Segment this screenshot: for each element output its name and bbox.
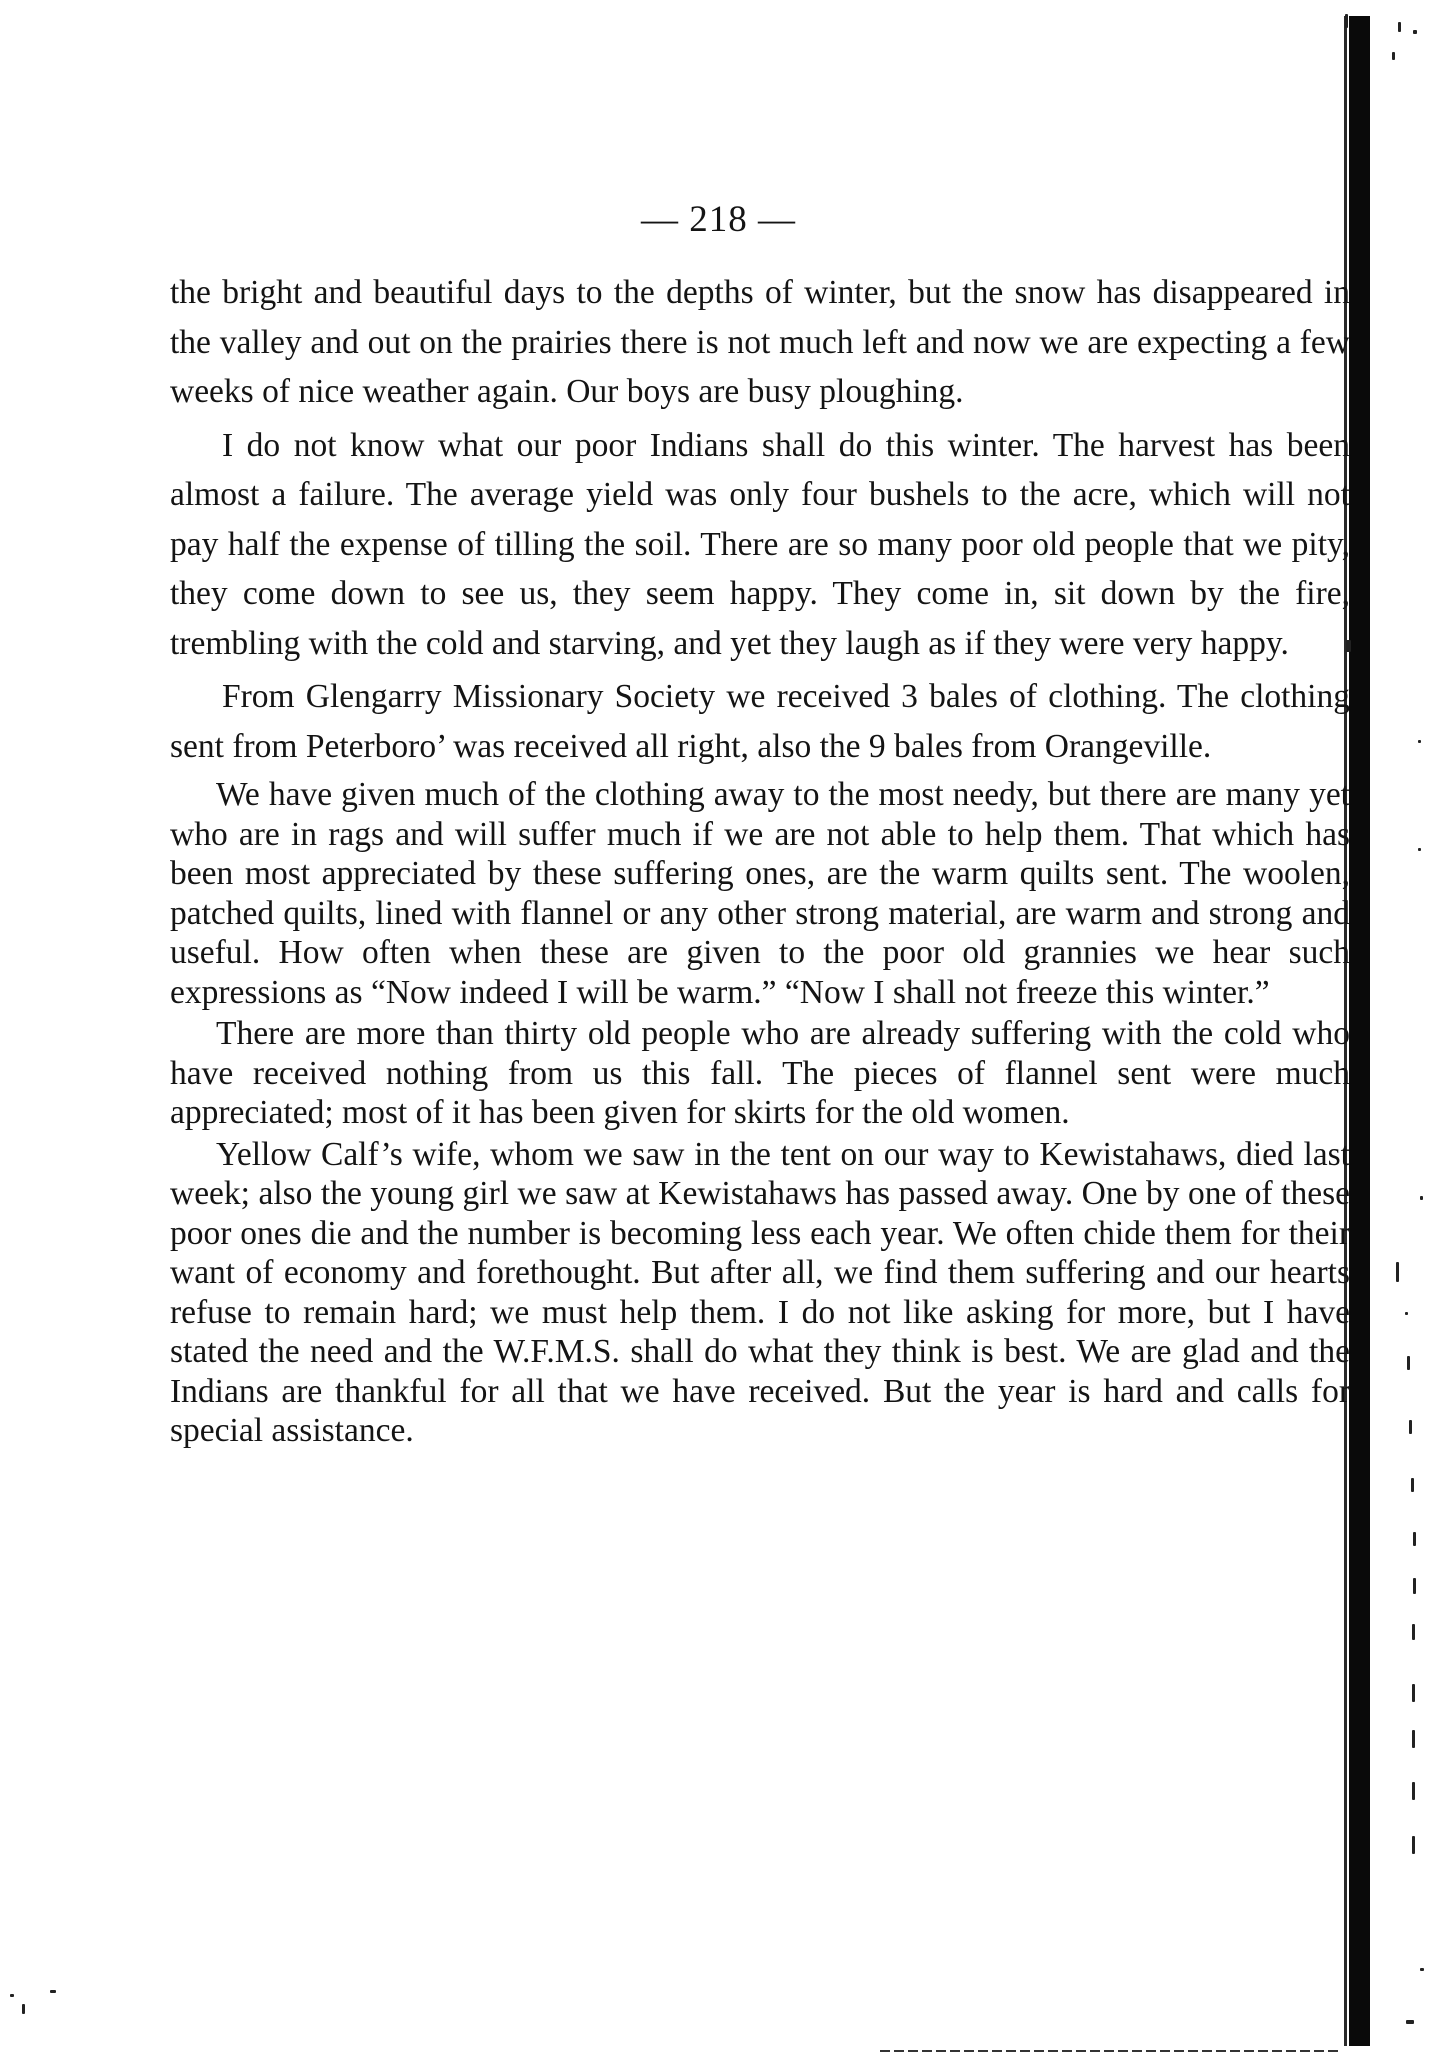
body-text [170, 268, 1350, 1451]
scan-speck [1409, 1420, 1412, 1434]
scan-speck [1412, 1730, 1415, 1748]
scan-speck [1413, 1532, 1416, 1546]
paragraph: There are more than thirty old people who are already suffering with the cold who have received nothing from us this fall. The pieces of flannel sent were much appreciated; most of it has been given for skirts for the old women. [170, 1015, 1350, 1131]
scan-speck [1412, 1782, 1415, 1800]
scan-speck [1412, 1684, 1415, 1702]
scan-speck [1420, 1968, 1424, 1971]
paragraph: We have given much of the clothing away to the most needy, but there are many yet who are in rags and will suffer much if we are not able to help them. That which has been most appreciated by these suffering ones, are the warm quilts sent. The woolen, patched quilts, lined with flannel or any other strong material, are warm and strong and useful. How often when these are given to the poor old grannies we hear such expressions as “Now indeed I will be warm.” “Now I shall not freeze this winter.” [170, 776, 1350, 1011]
scan-speck [1398, 22, 1401, 32]
scan-speck [1418, 740, 1421, 743]
scan-speck [1413, 30, 1417, 34]
scan-speck [1396, 1262, 1399, 1282]
paragraph: the bright and beautiful days to the depths of winter, but the snow has disappeared in the valley and out on the prairies there is not much left and now we are expecting a few weeks of nice weather again. Our boys are busy ploughing. [170, 274, 1350, 410]
scan-speck [1405, 1312, 1408, 1315]
scan-speck [1420, 1196, 1423, 1200]
scan-speck [1418, 848, 1421, 851]
binding-edge [1349, 16, 1370, 2046]
scan-speck [1412, 1624, 1415, 1640]
scan-speck [22, 2004, 25, 2014]
scan-speck [1406, 2020, 1414, 2024]
page-number: — 218 — [641, 199, 796, 240]
scan-speck [1345, 14, 1348, 28]
scan-edge-line [880, 2050, 1340, 2052]
scan-speck [10, 1994, 14, 1997]
paragraph: Yellow Calf’s wife, whom we saw in the tent on our way to Kewistahaws, died last week; also the young girl we saw at Kewistahaws has passed away. One by one of these poor ones die and the number is becoming less each year. We often chide them for their want of economy and forethought. But after all, we find them suffering and our hearts refuse to remain hard; we must help them. I do not like asking for more, but I have stated the need and the W.F.M.S. shall do what they think is best. We are glad and the Indians are thankful for all that we have received. But the year is hard and calls for special assistance. [170, 1135, 1350, 1449]
scan-speck [1407, 1356, 1410, 1370]
scan-speck [1392, 52, 1395, 60]
paragraph: From Glengarry Missionary Society we received 3 bales of clothing. The clothing sent from Peterboro’ was received all right, also the 9 bales from Orangeville. [170, 678, 1350, 765]
scan-speck [1411, 1478, 1414, 1492]
scan-speck [1413, 1578, 1416, 1594]
scan-speck [50, 1990, 56, 1993]
scan-speck [1412, 1836, 1415, 1854]
paragraph: I do not know what our poor Indians shall do this winter. The harvest has been almost a failure. The average yield was only four bushels to the acre, which will not pay half the expense of tilling the soil. There are so many poor old people that we pity, they come down to see us, they seem happy. They come in, sit down by the fire, trembling with the cold and starving, and yet they laugh as if they were very happy. [170, 426, 1350, 662]
